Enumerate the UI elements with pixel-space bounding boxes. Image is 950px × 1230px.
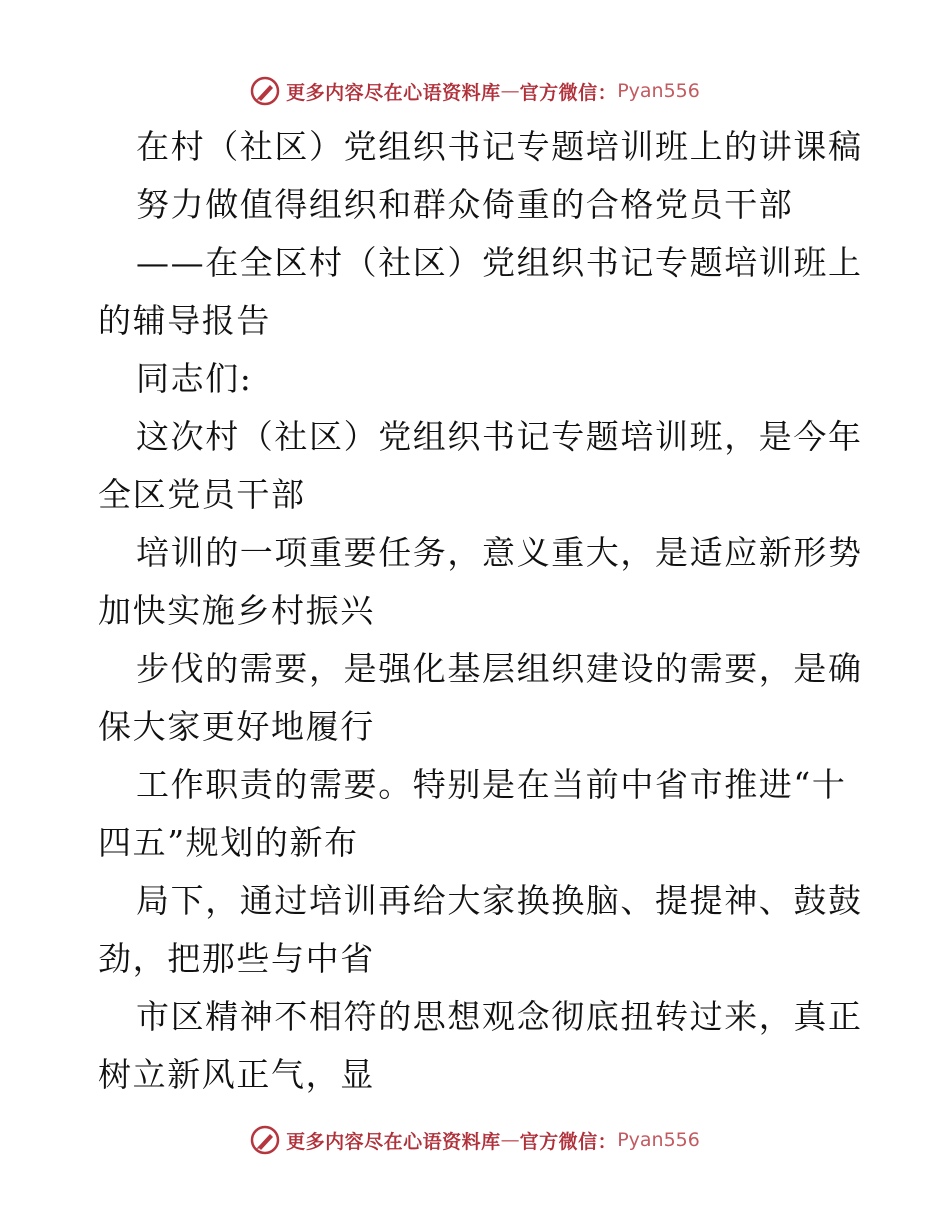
document-line: 努力做值得组织和群众倚重的合格党员干部	[136, 185, 794, 224]
watermark-dash: —	[500, 1129, 520, 1151]
document-line: 培训的一项重要任务，意义重大，是适应新形势	[136, 533, 863, 572]
document-line: 四五”规划的新布	[98, 823, 359, 862]
document-line: 这次村（社区）党组织书记专题培训班，是今年	[136, 417, 863, 456]
document-line: 的辅导报告	[98, 301, 271, 340]
footer-watermark	[0, 1122, 950, 1158]
document-line: 市区精神不相符的思想观念彻底扭转过来，真正	[136, 997, 863, 1036]
document-line: ——在全区村（社区）党组织书记专题培训班上	[136, 243, 863, 282]
document-line: 工作职责的需要。特别是在当前中省市推进“十	[136, 765, 847, 804]
watermark-wechat-label: 官方微信：	[519, 1130, 618, 1153]
watermark-brand: 更多内容尽在心语资料库	[286, 1130, 501, 1153]
document-body	[98, 118, 863, 1104]
document-line: 局下，通过培训再给大家换换脑、提提神、鼓鼓	[136, 881, 863, 920]
watermark-wechat-label: 官方微信：	[519, 81, 618, 104]
document-line: 同志们:	[136, 359, 253, 398]
pen-logo-icon	[250, 1125, 280, 1155]
document-line: 劲，把那些与中省	[98, 939, 375, 978]
document-line: 加快实施乡村振兴	[98, 591, 375, 630]
watermark-dash: —	[500, 80, 520, 102]
watermark-wechat-id: Pyan556	[617, 80, 700, 102]
document-line: 全区党员干部	[98, 475, 306, 514]
watermark-wechat-id: Pyan556	[617, 1129, 700, 1151]
watermark-brand: 更多内容尽在心语资料库	[286, 81, 501, 104]
pen-logo-icon	[250, 76, 280, 106]
document-line: 在村（社区）党组织书记专题培训班上的讲课稿	[136, 127, 863, 166]
document-line: 保大家更好地履行	[98, 707, 375, 746]
document-line: 步伐的需要，是强化基层组织建设的需要，是确	[136, 649, 863, 688]
document-line: 树立新风正气，显	[98, 1055, 375, 1094]
header-watermark	[0, 73, 950, 109]
